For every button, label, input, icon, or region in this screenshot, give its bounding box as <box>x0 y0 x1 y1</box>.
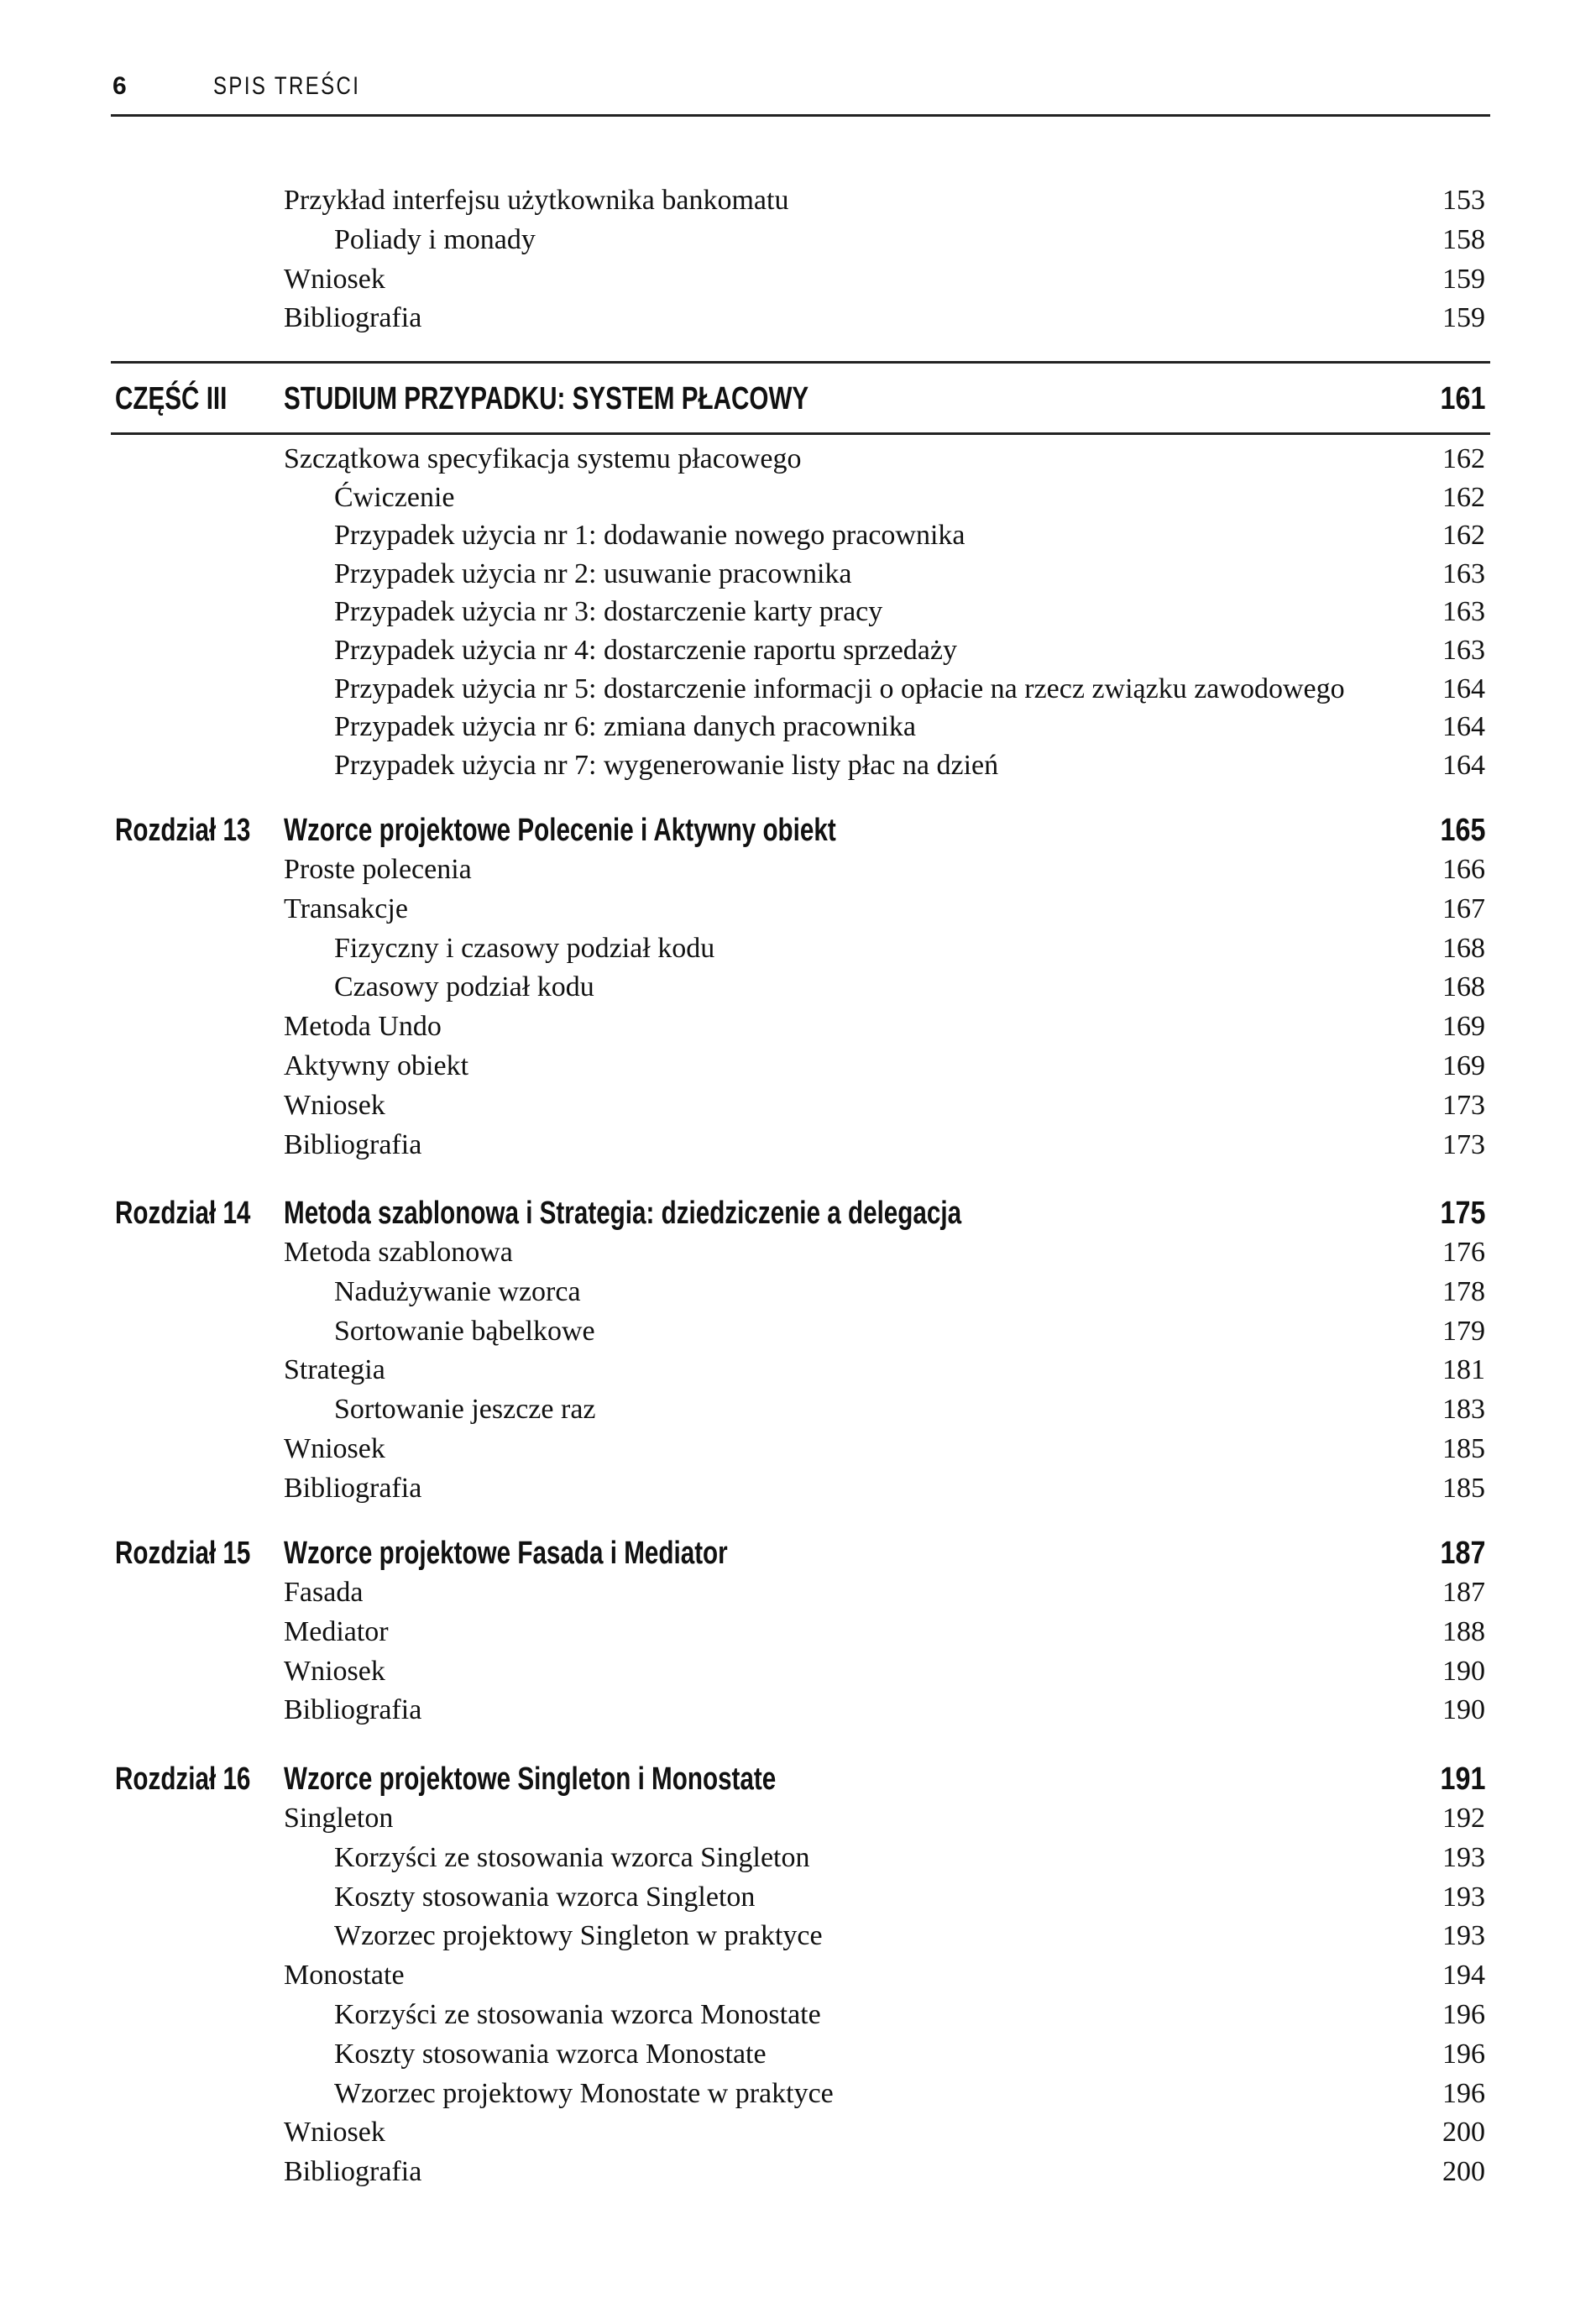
toc-entry[interactable] <box>0 1613 1596 1652</box>
toc-entry[interactable] <box>0 1996 1596 2035</box>
toc-entry-page: 196 <box>1442 2077 1485 2109</box>
toc-entry[interactable] <box>0 708 1596 746</box>
toc-entry-page: 190 <box>1442 1655 1485 1687</box>
page-number: 6 <box>113 72 127 100</box>
toc-entry[interactable] <box>0 1273 1596 1312</box>
chapter-title: Wzorce projektowe Polecenie i Aktywny obiekt <box>284 813 836 848</box>
toc-entry-title: Bibliografia <box>284 2156 422 2188</box>
toc-entry-title: Proste polecenia <box>284 854 472 885</box>
toc-entry[interactable] <box>0 968 1596 1008</box>
toc-entry-page: 173 <box>1442 1089 1485 1121</box>
toc-entry[interactable] <box>0 181 1596 221</box>
toc-entry-title: Bibliografia <box>284 1694 422 1726</box>
toc-entry[interactable] <box>0 2075 1596 2114</box>
toc-entry-title: Wniosek <box>284 1655 385 1687</box>
toc-entry-page: 187 <box>1442 1577 1485 1608</box>
toc-entry-page: 190 <box>1442 1694 1485 1726</box>
toc-entry-page: 167 <box>1442 892 1485 924</box>
toc-entry[interactable] <box>0 1573 1596 1613</box>
toc-entry-title: Monostate <box>284 1960 405 1992</box>
toc-entry-title: Koszty stosowania wzorca Singleton <box>334 1881 756 1913</box>
toc-entry-title: Poliady i monady <box>334 223 536 255</box>
toc-entry[interactable] <box>0 890 1596 929</box>
toc-entry-title: Przypadek użycia nr 6: zmiana danych pracownika <box>334 711 916 743</box>
toc-entry-title: Strategia <box>284 1354 385 1386</box>
toc-entry-title: Przypadek użycia nr 4: dostarczenie raportu sprzedaży <box>334 634 957 666</box>
toc-entry-page: 194 <box>1442 1960 1485 1992</box>
toc-entry-page: 188 <box>1442 1615 1485 1647</box>
toc-entry-title: Wniosek <box>284 1089 385 1121</box>
toc-entry-page: 164 <box>1442 711 1485 743</box>
part-rule-bottom <box>111 432 1490 435</box>
toc-entry-page: 162 <box>1442 481 1485 513</box>
toc-entry[interactable] <box>0 1351 1596 1390</box>
toc-entry-page: 169 <box>1442 1011 1485 1043</box>
chapter-13 <box>0 810 1596 1165</box>
toc-entry[interactable] <box>0 479 1596 517</box>
toc-entry-title: Bibliografia <box>284 1472 422 1504</box>
toc-entry[interactable] <box>0 1917 1596 1956</box>
toc-entry-title: Fizyczny i czasowy podział kodu <box>334 932 715 964</box>
part-title[interactable]: STUDIUM PRZYPADKU: SYSTEM PŁACOWY <box>284 381 809 416</box>
chapter-15 <box>0 1533 1596 1730</box>
toc-entry[interactable] <box>0 593 1596 631</box>
toc-entry[interactable] <box>0 1956 1596 1996</box>
toc-entry-title: Singleton <box>284 1803 394 1834</box>
toc-entry-page: 162 <box>1442 443 1485 474</box>
toc-entry[interactable] <box>0 1086 1596 1126</box>
toc-entry-title: Przykład interfejsu użytkownika bankomatu <box>284 185 789 216</box>
toc-entry[interactable] <box>0 2035 1596 2075</box>
toc-entry-page: 168 <box>1442 971 1485 1003</box>
toc-entry-title: Bibliografia <box>284 302 422 334</box>
part-entries <box>0 440 1596 784</box>
toc-entry-title: Aktywny obiekt <box>284 1049 469 1081</box>
toc-entry-page: 164 <box>1442 749 1485 781</box>
toc-entry-page: 185 <box>1442 1432 1485 1464</box>
toc-entry-title: Przypadek użycia nr 2: usuwanie pracownika <box>334 557 852 589</box>
part-rule-top <box>111 361 1490 364</box>
toc-entry-page: 166 <box>1442 854 1485 885</box>
chapter-title: Wzorce projektowe Singleton i Monostate <box>284 1761 777 1797</box>
chapter-label: Rozdział 15 <box>115 1536 251 1571</box>
toc-entry-page: 200 <box>1442 2117 1485 2149</box>
toc-entry[interactable] <box>0 1047 1596 1086</box>
toc-entry-page: 176 <box>1442 1237 1485 1268</box>
part-label: CZĘŚĆ III <box>115 381 228 416</box>
toc-entry-page: 196 <box>1442 2038 1485 2070</box>
toc-entry-title: Przypadek użycia nr 7: wygenerowanie listy płac na dzień <box>334 749 999 781</box>
toc-entry[interactable] <box>0 1691 1596 1730</box>
toc-entry-page: 159 <box>1442 263 1485 295</box>
toc-entry-title: Bibliografia <box>284 1128 422 1160</box>
part-page: 161 <box>1440 381 1485 416</box>
toc-entry[interactable] <box>0 260 1596 300</box>
toc-entry[interactable] <box>0 746 1596 785</box>
toc-entry-title: Metoda Undo <box>284 1011 442 1043</box>
toc-entry-title: Czasowy podział kodu <box>334 971 594 1003</box>
chapter-heading[interactable] <box>0 810 1596 851</box>
toc-entry[interactable] <box>0 2113 1596 2153</box>
toc-entry[interactable] <box>0 1430 1596 1469</box>
toc-entry-title: Wniosek <box>284 1432 385 1464</box>
toc-entry-title: Ćwiczenie <box>334 481 455 513</box>
toc-entry-title: Koszty stosowania wzorca Monostate <box>334 2038 767 2070</box>
toc-entry-page: 193 <box>1442 1920 1485 1952</box>
toc-entry-title: Przypadek użycia nr 1: dodawanie nowego pracownika <box>334 520 965 552</box>
toc-entry-title: Nadużywanie wzorca <box>334 1275 581 1307</box>
toc-entry-title: Fasada <box>284 1577 364 1608</box>
toc-entry-page: 162 <box>1442 520 1485 552</box>
toc-entry-title: Wzorzec projektowy Singleton w praktyce <box>334 1920 823 1952</box>
toc-entry[interactable] <box>0 1799 1596 1839</box>
toc-entry-page: 159 <box>1442 302 1485 334</box>
toc-entry-title: Mediator <box>284 1615 389 1647</box>
toc-entry[interactable] <box>0 221 1596 260</box>
toc-entry[interactable] <box>0 1233 1596 1273</box>
chapter-title: Wzorce projektowe Fasada i Mediator <box>284 1536 728 1571</box>
running-header: SPIS TREŚCI <box>213 72 361 100</box>
chapter-16 <box>0 1759 1596 2192</box>
toc-entry-page: 193 <box>1442 1881 1485 1913</box>
toc-entry-page: 163 <box>1442 634 1485 666</box>
toc-entry-page: 185 <box>1442 1472 1485 1504</box>
chapter-page: 165 <box>1440 813 1485 848</box>
toc-entry-page: 158 <box>1442 223 1485 255</box>
toc-entry[interactable] <box>0 440 1596 479</box>
toc-entry-page: 164 <box>1442 673 1485 704</box>
toc-entry-title: Transakcje <box>284 892 408 924</box>
toc-entry-page: 153 <box>1442 185 1485 216</box>
chapter-heading[interactable] <box>0 1193 1596 1233</box>
toc-entry-page: 173 <box>1442 1128 1485 1160</box>
chapter-heading[interactable] <box>0 1759 1596 1799</box>
toc-entry-title: Szczątkowa specyfikacja systemu płacowego <box>284 443 802 474</box>
toc-entry-title: Przypadek użycia nr 3: dostarczenie karty pracy <box>334 596 883 628</box>
toc-entry-page: 168 <box>1442 932 1485 964</box>
toc-entry[interactable] <box>0 851 1596 890</box>
toc-entry[interactable] <box>0 516 1596 555</box>
chapter-label: Rozdział 16 <box>115 1761 251 1797</box>
toc-entry-page: 193 <box>1442 1841 1485 1873</box>
chapter-label: Rozdział 14 <box>115 1196 251 1231</box>
chapter-page: 187 <box>1440 1536 1485 1571</box>
toc-entry-title: Korzyści ze stosowania wzorca Monostate <box>334 1998 821 2030</box>
header-rule <box>111 114 1490 117</box>
toc-entry-title: Sortowanie bąbelkowe <box>334 1315 595 1347</box>
toc-entry[interactable] <box>0 1312 1596 1352</box>
toc-entry[interactable] <box>0 2153 1596 2192</box>
toc-entry-page: 192 <box>1442 1803 1485 1834</box>
toc-entry-page: 179 <box>1442 1315 1485 1347</box>
toc-entry-title: Sortowanie jeszcze raz <box>334 1394 596 1426</box>
chapter-title: Metoda szablonowa i Strategia: dziedziczenie a delegacja <box>284 1196 962 1231</box>
part-heading <box>0 379 1596 419</box>
toc-entry-page: 163 <box>1442 596 1485 628</box>
toc-entry[interactable] <box>0 1390 1596 1430</box>
toc-entry[interactable] <box>0 299 1596 338</box>
toc-entry[interactable] <box>0 1469 1596 1509</box>
toc-entry[interactable] <box>0 1878 1596 1918</box>
toc-entry[interactable] <box>0 1008 1596 1047</box>
chapter-14 <box>0 1193 1596 1509</box>
toc-entry-title: Przypadek użycia nr 5: dostarczenie informacji o opłacie na rzecz związku zawodowego <box>334 673 1345 704</box>
toc-entry-page: 169 <box>1442 1049 1485 1081</box>
toc-entry-title: Metoda szablonowa <box>284 1237 513 1268</box>
chapter-label: Rozdział 13 <box>115 813 251 848</box>
toc-entry[interactable] <box>0 555 1596 594</box>
toc-entry-title: Korzyści ze stosowania wzorca Singleton <box>334 1841 810 1873</box>
toc-entry-title: Wniosek <box>284 263 385 295</box>
chapter-page: 191 <box>1440 1761 1485 1797</box>
intro-entries <box>0 181 1596 338</box>
toc-entry[interactable] <box>0 631 1596 670</box>
toc-entry-page: 200 <box>1442 2156 1485 2188</box>
toc-entry[interactable] <box>0 1839 1596 1878</box>
toc-entry-page: 178 <box>1442 1275 1485 1307</box>
toc-entry[interactable] <box>0 670 1596 709</box>
toc-entry[interactable] <box>0 1652 1596 1692</box>
toc-entry[interactable] <box>0 929 1596 969</box>
toc-entry-page: 163 <box>1442 557 1485 589</box>
toc-entry[interactable] <box>0 1126 1596 1165</box>
toc-entry-page: 183 <box>1442 1394 1485 1426</box>
toc-entry-title: Wniosek <box>284 2117 385 2149</box>
toc-entry-page: 181 <box>1442 1354 1485 1386</box>
chapter-page: 175 <box>1440 1196 1485 1231</box>
toc-entry-page: 196 <box>1442 1998 1485 2030</box>
toc-entry-title: Wzorzec projektowy Monostate w praktyce <box>334 2077 834 2109</box>
chapter-heading[interactable] <box>0 1533 1596 1573</box>
